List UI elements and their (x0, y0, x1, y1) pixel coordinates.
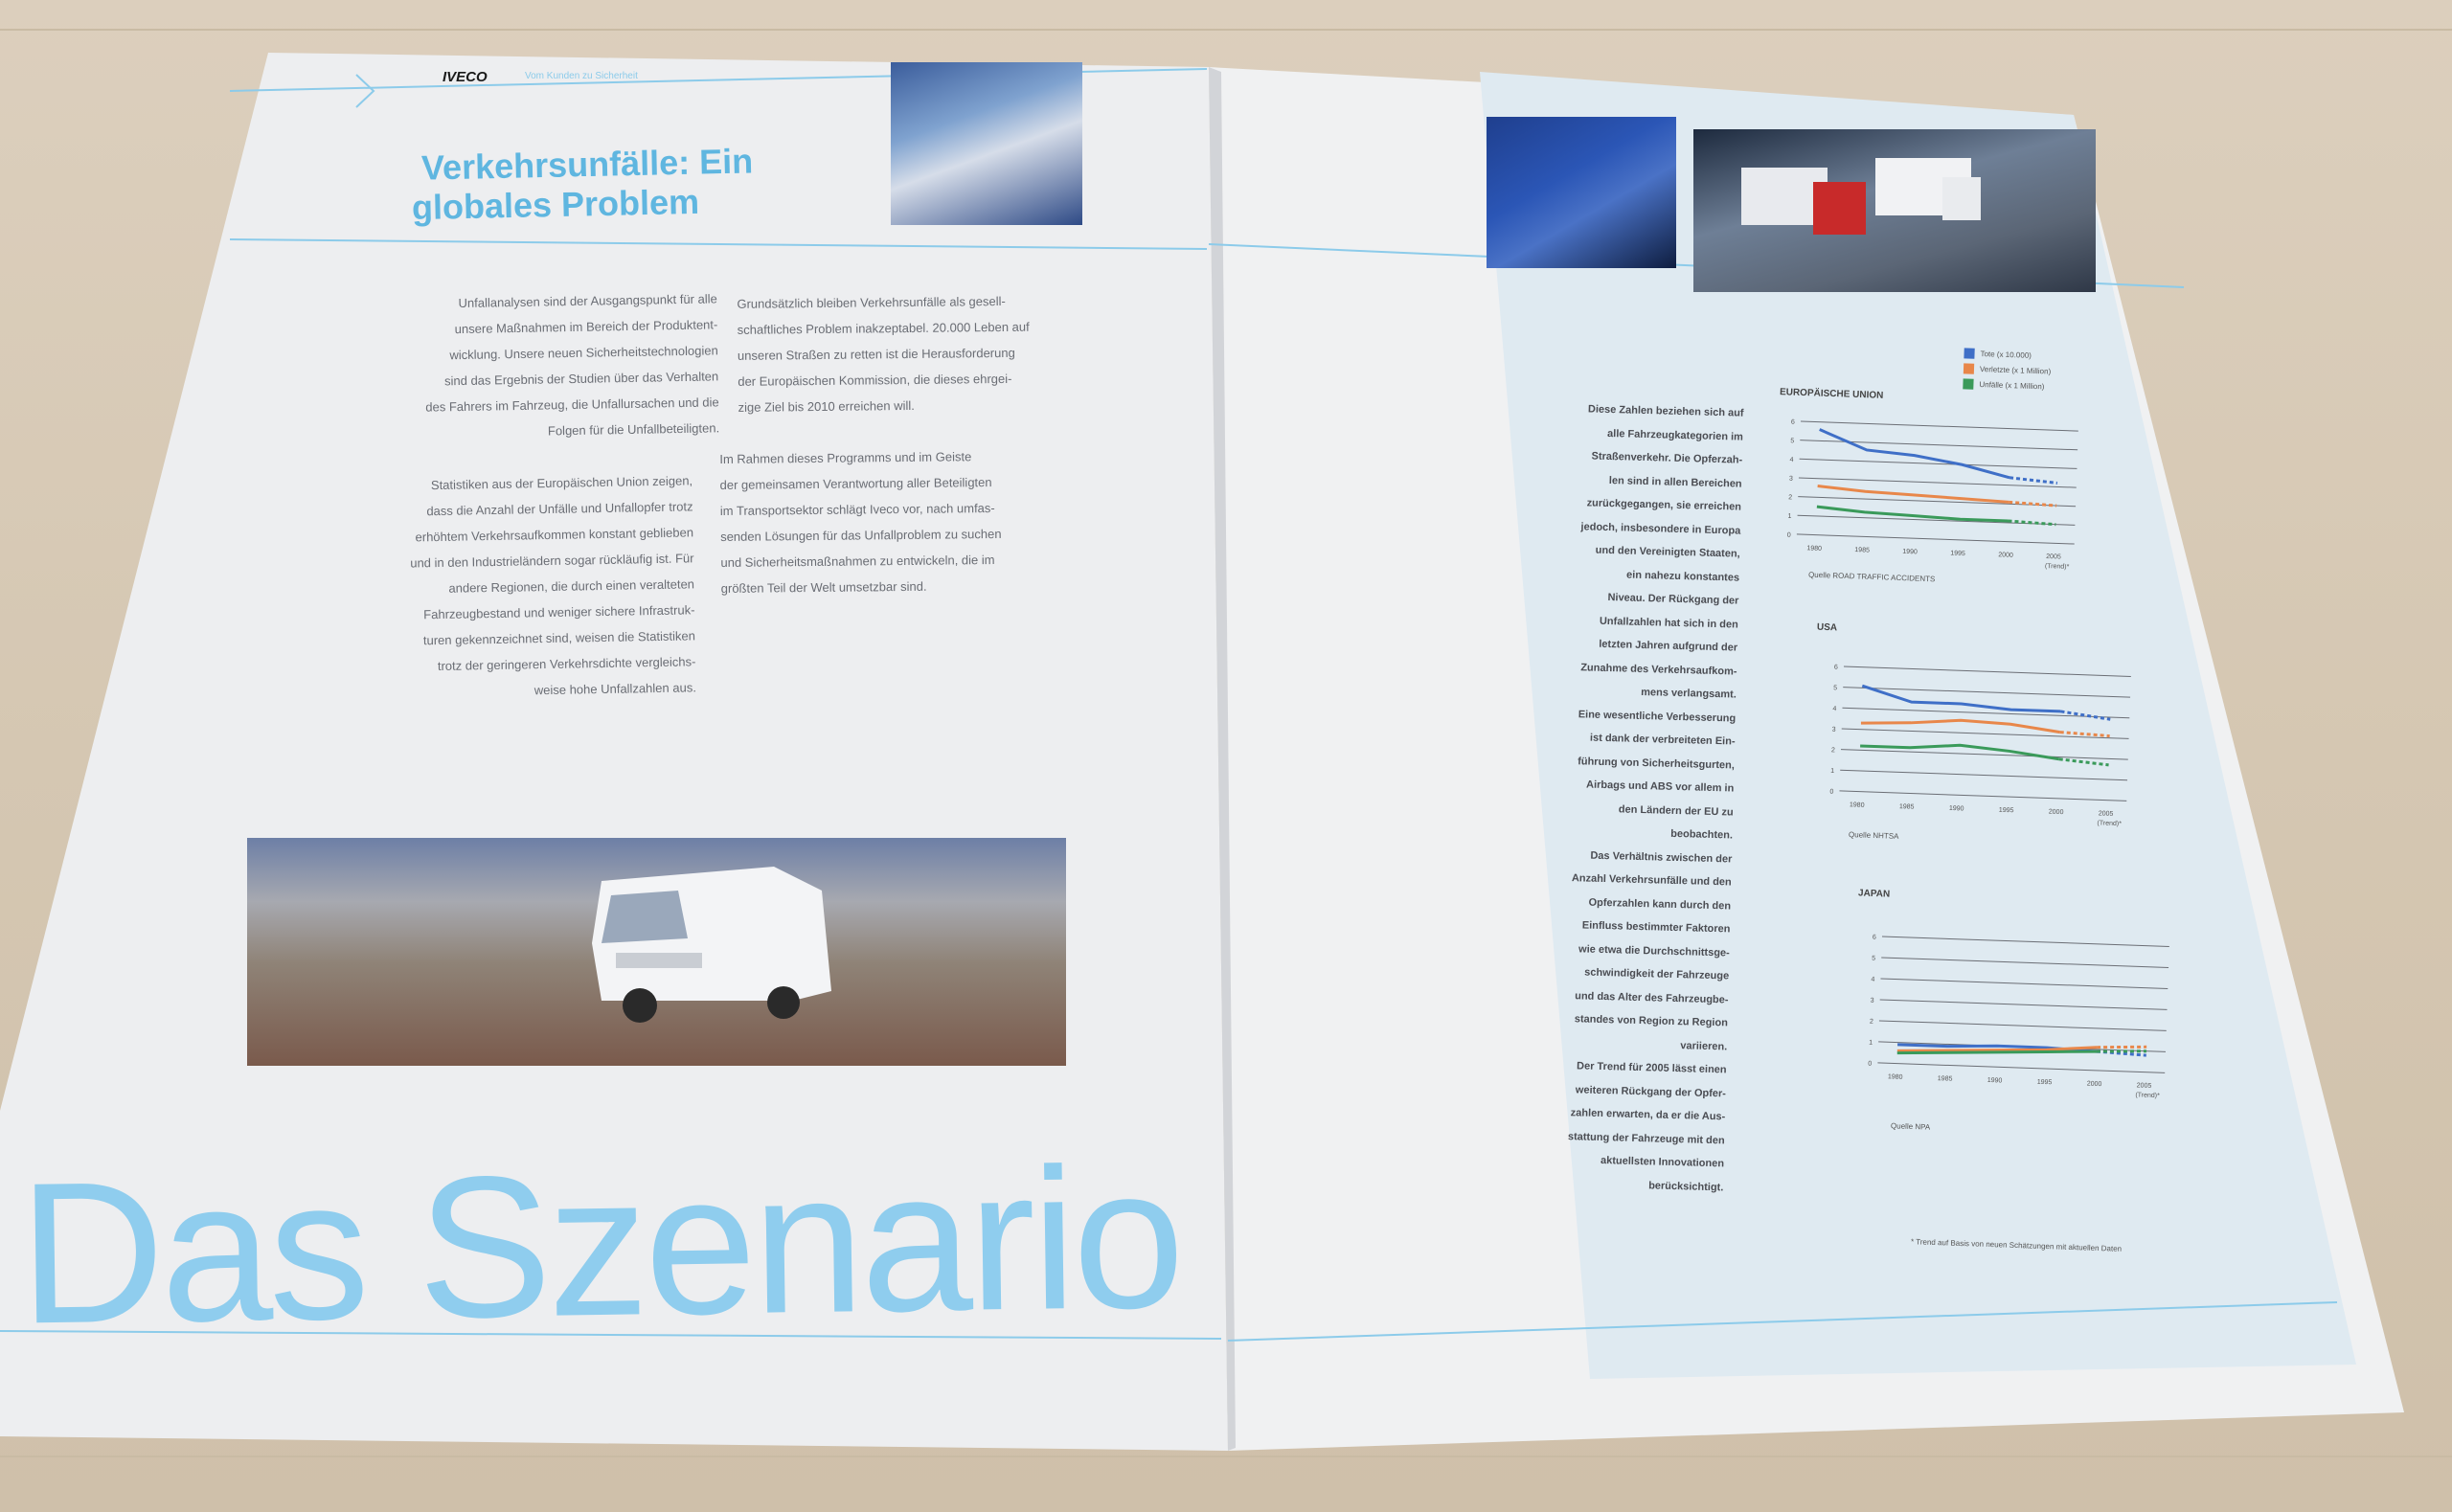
col2-para2: Im Rahmen dieses Programms und im Geiste der gemeinsamen Verantwortung aller Beteiligten im Transportsektor schlägt Iveco vor, nach umfas- senden Lösungen für das Unfallproblem zu suchen und Sicherheitsmaßnahmen zu entwickeln, die im größten Teil der Welt umsetzbar sind. (719, 449, 1002, 596)
x-tick-label: 1995 (2036, 1078, 2053, 1087)
x-tick-label: 2000 (2086, 1080, 2102, 1089)
col2-para1: Grundsätzlich bleiben Verkehrsunfälle als gesell- schaftliches Problem inakzeptabel. 20.000 Leben auf unseren Straßen zu retten ist die Herausforderung der Europäischen Kommission, die dieses ehrgei- zige Ziel bis 2010 erreichen will. (737, 293, 1030, 415)
y-tick-label: 1 (1868, 1039, 1873, 1047)
gridline (1880, 979, 2168, 988)
gridline (1882, 937, 2169, 946)
series-line (1817, 486, 2009, 503)
y-tick-label: 5 (1790, 438, 1795, 445)
series-line (1861, 717, 2060, 733)
col1-para2: Statistiken aus der Europäischen Union zeigen, dass die Anzahl der Unfälle und Unfallopfer trotz erhöhtem Verkehrsaufkommen konstant geblieben und in den Industrieländern sogar rückläufig ist. Für andere Regionen, die durch einen veralteten Fahrzeugbestand und weniger sichere Infrastruk- turen gekennzeichnet sind, weisen die Statistiken trotz der geringeren Verkehrsdichte vergleichs- weise hohe Unfallzahlen aus. (410, 473, 696, 698)
y-tick-label: 2 (1830, 747, 1835, 755)
x-tick-label: 1985 (1937, 1075, 1953, 1083)
brand-logo: IVECO (443, 69, 488, 85)
header-tagline: Vom Kunden zu Sicherheit (525, 71, 638, 81)
gridline (1839, 791, 2126, 801)
y-tick-label: 4 (1789, 456, 1794, 464)
chart-1 (1828, 665, 2130, 828)
gridline (1844, 666, 2131, 676)
chart-title-usa: USA (1816, 621, 1838, 634)
gridline (1797, 534, 2075, 544)
col1-para1: Unfallanalysen sind der Ausgangspunkt für alle unsere Maßnahmen im Bereich der Produktent- wicklung. Unsere neuen Sicherheitstechnologien sind das Ergebnis der Studien über das Verhalten des Fahrers im Fahrzeug, die Unfallursachen und die Folgen für die Unfallbeteiligten. (425, 291, 720, 439)
legend-label: Tote (x 10.000) (1980, 349, 2032, 360)
y-tick-label: 1 (1787, 512, 1792, 521)
chart-source-usa: Quelle NHTSA (1848, 830, 1899, 841)
gridline (1881, 958, 2168, 967)
y-tick-label: 3 (1870, 997, 1874, 1004)
series-line (1897, 1040, 2097, 1057)
series-line (1860, 742, 2059, 759)
x-tick-label: 1980 (1887, 1073, 1903, 1081)
chart-title-eu: EUROPÄISCHE UNION (1779, 387, 1884, 401)
gridline (1800, 440, 2077, 450)
y-tick-label: 6 (1790, 418, 1795, 426)
x-tick-label: 1990 (1902, 548, 1918, 556)
big-title: Das Szenario (17, 1124, 1183, 1366)
series-trend-line (2059, 759, 2109, 765)
gridline (1799, 478, 2077, 487)
chart-title-japan: JAPAN (1857, 888, 1891, 900)
series-line (1862, 686, 2062, 711)
legend-label: Unfälle (x 1 Million) (1979, 379, 2045, 391)
gridline (1840, 770, 2127, 779)
x-tick-label: 1980 (1806, 545, 1823, 553)
chart-0 (1786, 419, 2078, 571)
gridline (1842, 708, 2129, 717)
x-tick-label: 2005 (2136, 1082, 2152, 1090)
gridline (1841, 750, 2128, 759)
y-tick-label: 4 (1832, 705, 1837, 713)
x-tick-label: 1990 (1948, 804, 1964, 813)
y-tick-label: 5 (1872, 955, 1876, 962)
y-tick-label: 6 (1833, 664, 1838, 671)
x-tick-label: 1995 (1950, 550, 1965, 558)
y-tick-label: 6 (1872, 934, 1876, 941)
x-tick-label: 1980 (1849, 801, 1865, 809)
x-tick-label: 1985 (1898, 803, 1915, 811)
x-tick-label: 2000 (1998, 552, 2013, 559)
y-tick-label: 5 (1833, 685, 1838, 692)
x-tick-label: 1990 (1987, 1076, 2003, 1085)
gridline (1877, 1063, 2165, 1072)
series-trend-line (2097, 1045, 2146, 1049)
series-trend-line (2060, 733, 2110, 736)
x-tick-label: 2005 (2098, 810, 2114, 818)
trend-label: (Trend)* (2044, 562, 2070, 571)
y-tick-label: 4 (1871, 976, 1875, 983)
series-line (1817, 507, 2009, 521)
gridline (1879, 1021, 2167, 1030)
series-trend-line (2009, 478, 2057, 484)
page-title-line1: Verkehrsunfälle: Ein (420, 141, 754, 188)
series-line (1818, 430, 2010, 478)
trend-label: (Trend)* (2097, 820, 2122, 828)
y-tick-label: 3 (1831, 726, 1836, 733)
y-tick-label: 0 (1829, 788, 1834, 796)
y-tick-label: 1 (1830, 767, 1835, 776)
x-tick-label: 2000 (2048, 808, 2064, 817)
y-tick-label: 0 (1868, 1060, 1873, 1068)
footnote: * Trend auf Basis von neuen Schätzungen mit aktuellen Daten (1910, 1237, 2123, 1253)
right-side-text: Diese Zahlen beziehen sich auf alle Fahrzeugkategorien im Straßenverkehr. Die Opferzah- len sind in allen Bereichen zurückgegangen, sie erreichen jedoch, insbesondere in Europa und den Vereinigten Staaten, ein nahezu konstantes Niveau. Der Rückgang der Unfallzahlen hat sich in den letzten Jahren aufgrund der Zunahme des Verkehrsaufkom- mens verlangsamt. Eine wesentliche Verbesserung ist dank der verbreiteten Ein- führung von Sicherheitsgurten, Airbags und ABS vor allem in den Ländern der EU zu beobachten. Das Verhältnis zwischen der Anzahl Verkehrsunfälle und den Opferzahlen kann durch den Einfluss bestimmter Faktoren wie etwa die Durchschnittsge- schwindigkeit der Fahrzeuge und das Alter des Fahrzeugbe- standes von Region zu Region variieren. Der Trend für 2005 lässt einen weiteren Rückgang der Opfer- zahlen erwarten, da er die Aus- stattung der Fahrzeuge mit den aktuellsten Innovationen berücksichtigt. (1567, 403, 1744, 1193)
legend-label: Verletzte (x 1 Million) (1979, 364, 2052, 376)
y-tick-label: 3 (1788, 475, 1793, 483)
x-tick-label: 1985 (1854, 547, 1871, 554)
page-title-line2: globales Problem (411, 181, 700, 228)
chart-source-japan: Quelle NPA (1890, 1121, 1931, 1132)
y-tick-label: 2 (1869, 1018, 1873, 1026)
y-tick-label: 0 (1786, 531, 1791, 539)
x-tick-label: 2005 (2046, 553, 2061, 561)
y-tick-label: 2 (1788, 494, 1793, 502)
x-tick-label: 1995 (1998, 806, 2014, 815)
trend-label: (Trend)* (2135, 1092, 2160, 1100)
chart-source-eu: Quelle ROAD TRAFFIC ACCIDENTS (1807, 570, 1936, 584)
chart-2 (1867, 935, 2168, 1100)
gridline (1880, 1000, 2168, 1009)
gridline (1801, 421, 2078, 431)
gridline (1842, 729, 2129, 738)
